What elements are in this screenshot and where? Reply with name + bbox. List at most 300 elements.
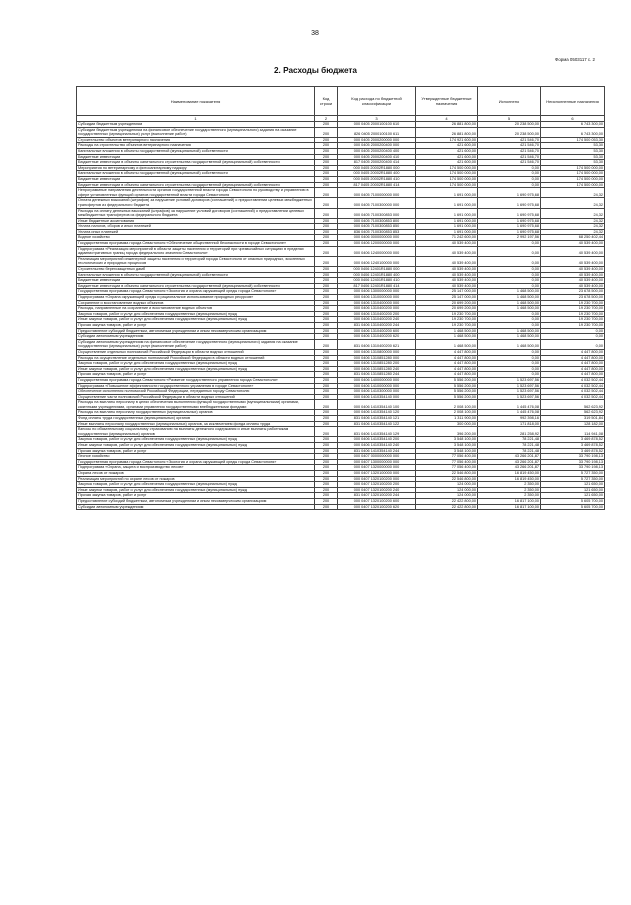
row-approved: 3 548 100,00 — [416, 448, 478, 454]
row-name: Подпрограмма «Охрана окружающей среды и рациональное использование природных ресурсов» — [77, 295, 315, 301]
table-row — [77, 198, 605, 208]
row-class-code: 000 0406 1410354140 120 — [338, 410, 416, 416]
row-approved: 20 699 200,00 — [416, 300, 478, 306]
row-approved: 421 600,00 — [416, 148, 478, 154]
row-class-code: 831 0406 1410354140 129 — [338, 427, 416, 437]
row-approved: 5 556 200,00 — [416, 389, 478, 395]
row-executed: 1 690 975,68 — [478, 208, 541, 218]
row-name: Расходы на строительство объектов ветеринарного назначения — [77, 143, 315, 149]
section-title: 2. Расходы бюджета — [273, 66, 357, 75]
row-executed: 43 266 201,87 — [478, 459, 541, 465]
row-executed: 78 221,48 — [478, 437, 541, 443]
table-row — [77, 127, 605, 137]
row-name: Закупка товаров, работ и услуг для обеспечения государственных (муниципальных) нужд — [77, 311, 315, 317]
row-unexecuted: 33 790 198,13 — [541, 454, 605, 460]
row-line-code: 200 — [315, 154, 338, 160]
row-unexecuted: 3 469 878,52 — [541, 448, 605, 454]
row-unexecuted: 0,00 — [541, 334, 605, 340]
col-number: 1 — [77, 116, 315, 122]
row-class-code: 000 0406 1310851280 200 — [338, 361, 416, 367]
row-executed: 43 266 201,87 — [478, 454, 541, 460]
row-class-code: 000 0405 2000200000 000 — [338, 137, 416, 143]
row-line-code: 200 — [315, 476, 338, 482]
row-line-code: 200 — [315, 160, 338, 166]
row-class-code: 000 0406 1310400200 000 — [338, 306, 416, 312]
row-class-code: 000 0406 12401R1880 000 — [338, 267, 416, 273]
row-line-code: 200 — [315, 498, 338, 504]
row-unexecuted: 40 539 400,00 — [541, 256, 605, 266]
row-approved: 40 539 400,00 — [416, 256, 478, 266]
row-unexecuted: 19 230 700,00 — [541, 306, 605, 312]
col-header-name: Наименование показателя — [77, 87, 315, 116]
row-name: Расходы на выплаты персоналу в целях обеспечения выполнения функций государственными (муниципальными) органами, казенными учреждениями, органами управления государственными внебюджетными фондами — [77, 400, 315, 410]
row-executed: 78 221,48 — [478, 443, 541, 449]
row-name: Государственная программа города Севастополя «Экология и охрана окружающей среды города Севастополя» — [77, 459, 315, 465]
row-executed: 421 546,70 — [478, 148, 541, 154]
row-approved: 174 500 000,00 — [416, 165, 478, 171]
row-executed: 421 546,70 — [478, 143, 541, 149]
row-executed: 1 690 975,68 — [478, 224, 541, 230]
row-line-code: 200 — [315, 334, 338, 340]
row-name: Строительство объектов ветеринарного назначения — [77, 137, 315, 143]
row-class-code: 000 0405 2000200400 410 — [338, 154, 416, 160]
row-line-code: 200 — [315, 127, 338, 137]
row-approved: 1 468 500,00 — [416, 328, 478, 334]
row-name: Иные закупки товаров, работ и услуг для обеспечения государственных (муниципальных) нужд — [77, 443, 315, 449]
row-class-code: 000 0406 1410354140 100 — [338, 400, 416, 410]
row-approved: 22 546 800,00 — [416, 476, 478, 482]
row-line-code: 200 — [315, 328, 338, 334]
row-executed: 421 546,70 — [478, 137, 541, 143]
row-executed: 421 546,70 — [478, 154, 541, 160]
row-class-code: 000 0407 1300000000 000 — [338, 459, 416, 465]
row-line-code: 200 — [315, 278, 338, 284]
row-unexecuted: 4 447 800,00 — [541, 355, 605, 361]
row-class-code: 831 0406 1410354140 244 — [338, 448, 416, 454]
row-name: Иные бюджетные ассигнования — [77, 218, 315, 224]
row-line-code: 200 — [315, 165, 338, 171]
table-row — [77, 208, 605, 218]
row-executed: 1 468 500,00 — [478, 295, 541, 301]
row-unexecuted: 33 790 198,13 — [541, 465, 605, 471]
row-executed: 1 523 697,56 — [478, 394, 541, 400]
row-name: Бюджетные инвестиции в объекты капитального строительства государственной (муниципальной) собственности — [77, 283, 315, 289]
row-unexecuted: 19 230 700,00 — [541, 317, 605, 323]
row-line-code: 200 — [315, 482, 338, 488]
row-executed: 0,00 — [478, 165, 541, 171]
row-executed: 1 523 697,56 — [478, 383, 541, 389]
row-name: Взносы по обязательному социальному страхованию на выплаты денежного содержания и иные выплаты работникам государственных (муниципальных) органов — [77, 427, 315, 437]
row-approved: 5 556 200,00 — [416, 383, 478, 389]
row-executed: 0,00 — [478, 372, 541, 378]
row-executed: 1 468 500,00 — [478, 289, 541, 295]
row-executed: 0,00 — [478, 283, 541, 289]
row-unexecuted: 3 469 878,52 — [541, 437, 605, 443]
row-class-code: 000 0406 1310400200 620 — [338, 334, 416, 340]
row-name: Реализация мероприятий по охране лесов от пожаров — [77, 476, 315, 482]
row-approved: 174 921 600,00 — [416, 137, 478, 143]
row-unexecuted: 40 539 400,00 — [541, 241, 605, 247]
row-line-code: 200 — [315, 306, 338, 312]
row-approved: 1 691 000,00 — [416, 188, 478, 198]
row-class-code: 000 0406 1310400200 600 — [338, 328, 416, 334]
row-name: Государственная программа города Севастополя «Обеспечение общественной безопасности в городе Севастополе» — [77, 241, 315, 247]
row-unexecuted: 4 447 800,00 — [541, 366, 605, 372]
row-unexecuted: 0,00 — [541, 339, 605, 349]
row-class-code: 000 0407 1320100200 600 — [338, 498, 416, 504]
row-name: Сохранение и восстановление водных объектов — [77, 300, 315, 306]
row-approved: 40 539 400,00 — [416, 278, 478, 284]
row-executed: 1 690 975,68 — [478, 218, 541, 224]
row-approved: 5 556 200,00 — [416, 377, 478, 383]
row-name: Охрана лесов от пожаров — [77, 471, 315, 477]
row-executed: 281 258,92 — [478, 427, 541, 437]
row-unexecuted: 121 650,00 — [541, 487, 605, 493]
row-executed: 16 817 100,00 — [478, 504, 541, 510]
row-approved: 77 056 400,00 — [416, 459, 478, 465]
col-header-approved: Утвержденные бюджетные назначения — [416, 87, 478, 116]
row-class-code: 000 0406 1310851280 000 — [338, 355, 416, 361]
row-name: Уплата налогов, сборов и иных платежей — [77, 224, 315, 230]
col-header-unexecuted: Неисполненные назначения — [541, 87, 605, 116]
row-executed: 20 238 500,00 — [478, 122, 541, 128]
row-line-code: 200 — [315, 394, 338, 400]
row-line-code: 200 — [315, 208, 338, 218]
row-executed: 0,00 — [478, 317, 541, 323]
col-number: 6 — [541, 116, 605, 122]
col-number: 5 — [478, 116, 541, 122]
row-name: Обеспечение исполнения полномочий Российской Федерации, переданных городу Севастополю — [77, 389, 315, 395]
row-unexecuted: 5 605 700,00 — [541, 498, 605, 504]
row-unexecuted: 4 447 800,00 — [541, 372, 605, 378]
row-name: Субсидии бюджетным учреждениям на финансовое обеспечение государственного (муниципального) задания на оказание государственных (муниципальных) услуг (выполнение работ) — [77, 127, 315, 137]
row-class-code: 000 0406 1240100000 000 — [338, 256, 416, 266]
row-approved: 124 000,00 — [416, 493, 478, 499]
row-name: Закупка товаров, работ и услуг для обеспечения государственных (муниципальных) нужд — [77, 361, 315, 367]
row-line-code: 200 — [315, 339, 338, 349]
row-class-code: 000 0407 1320100200 620 — [338, 504, 416, 510]
row-name: Иные закупки товаров, работ и услуг для обеспечения государственных (муниципальных) нужд — [77, 366, 315, 372]
row-name: Субсидии автономным учреждениям на финансовое обеспечение государственного (муниципального) задания на оказание государственных (муниципальных) услуг (выполнение работ) — [77, 339, 315, 349]
row-executed: 1 523 697,56 — [478, 377, 541, 383]
row-approved: 4 447 800,00 — [416, 361, 478, 367]
col-header-class-code: Код расхода по бюджетной классификации — [338, 87, 416, 116]
row-executed: 2 350,00 — [478, 493, 541, 499]
row-approved: 40 539 400,00 — [416, 241, 478, 247]
row-line-code: 200 — [315, 143, 338, 149]
row-executed: 421 546,70 — [478, 160, 541, 166]
row-unexecuted: 53,30 — [541, 148, 605, 154]
row-approved: 396 200,00 — [416, 427, 478, 437]
row-approved: 1 311 900,00 — [416, 416, 478, 422]
row-class-code: 000 0405 2000100100 610 — [338, 122, 416, 128]
row-approved: 1 691 000,00 — [416, 198, 478, 208]
row-name: Осуществление части полномочий Российской Федерации в области водных отношений — [77, 394, 315, 400]
row-approved: 421 600,00 — [416, 160, 478, 166]
row-line-code: 200 — [315, 137, 338, 143]
row-class-code: 000 0405 20002R1880 410 — [338, 176, 416, 182]
row-class-code: 000 0405 2000200400 000 — [338, 143, 416, 149]
row-unexecuted: 121 650,00 — [541, 482, 605, 488]
row-unexecuted: 174 500 053,30 — [541, 137, 605, 143]
row-class-code: 000 0406 12401R1880 410 — [338, 278, 416, 284]
row-class-code: 000 0406 1410300000 000 — [338, 389, 416, 395]
row-name: Расходы на оплату денежных взысканий (штрафов) за нарушение условий договоров (соглашений) о предоставлении целевых межбюджетных трансфертов из федерального бюджета — [77, 208, 315, 218]
row-unexecuted: 319 501,84 — [541, 416, 605, 422]
row-executed: 43 266 201,87 — [478, 465, 541, 471]
row-name: Лесное хозяйство — [77, 454, 315, 460]
row-unexecuted: 174 500 000,00 — [541, 171, 605, 177]
row-line-code: 200 — [315, 383, 338, 389]
row-class-code: 000 0406 1200000000 000 — [338, 241, 416, 247]
row-executed: 16 819 450,00 — [478, 471, 541, 477]
row-approved: 300 000,00 — [416, 421, 478, 427]
row-line-code: 200 — [315, 198, 338, 208]
row-class-code: 836 0405 7100300853 853 — [338, 229, 416, 235]
table-row — [77, 400, 605, 410]
row-unexecuted: 174 500 000,00 — [541, 165, 605, 171]
row-class-code: 000 0405 7100300853 850 — [338, 224, 416, 230]
row-executed: 20 238 500,00 — [478, 127, 541, 137]
row-line-code: 200 — [315, 256, 338, 266]
row-unexecuted: 4 032 502,44 — [541, 383, 605, 389]
row-executed: 1 690 975,68 — [478, 229, 541, 235]
row-executed: 0,00 — [478, 171, 541, 177]
row-approved: 1 691 000,00 — [416, 224, 478, 230]
row-approved: 5 556 200,00 — [416, 394, 478, 400]
row-executed: 2 350,00 — [478, 487, 541, 493]
row-line-code: 200 — [315, 218, 338, 224]
row-approved: 421 600,00 — [416, 143, 478, 149]
row-class-code: 831 0406 1310400200 244 — [338, 322, 416, 328]
row-line-code: 200 — [315, 235, 338, 241]
row-line-code: 200 — [315, 317, 338, 323]
page-number: 38 — [311, 30, 319, 37]
row-unexecuted: 23 678 500,00 — [541, 289, 605, 295]
row-class-code: 000 0406 0000000000 000 — [338, 235, 416, 241]
row-line-code: 200 — [315, 471, 338, 477]
row-unexecuted: 24,32 — [541, 229, 605, 235]
row-name: Иные выплаты персоналу государственных (муниципальных) органов, за исключением фонда оплаты труда — [77, 421, 315, 427]
row-approved: 421 600,00 — [416, 154, 478, 160]
row-executed: 1 468 500,00 — [478, 300, 541, 306]
row-line-code: 200 — [315, 400, 338, 410]
row-unexecuted: 0,00 — [541, 328, 605, 334]
row-line-code: 200 — [315, 427, 338, 437]
row-unexecuted: 40 539 400,00 — [541, 278, 605, 284]
row-line-code: 200 — [315, 355, 338, 361]
table-row — [77, 246, 605, 256]
row-name: Расходы на осуществление отдельных полномочий Российской Федерации в области водных отношений — [77, 355, 315, 361]
row-approved: 25 147 000,00 — [416, 289, 478, 295]
row-class-code: 000 0407 1320100200 240 — [338, 487, 416, 493]
row-unexecuted: 4 447 800,00 — [541, 361, 605, 367]
row-approved: 71 242 600,00 — [416, 235, 478, 241]
row-name: Капитальные вложения в объекты государственной (муниципальной) собственности — [77, 148, 315, 154]
row-name: Водное хозяйство — [77, 235, 315, 241]
row-class-code: 000 0406 1410000000 000 — [338, 383, 416, 389]
row-executed: 16 819 450,00 — [478, 476, 541, 482]
row-class-code: 000 0405 20002R1880 400 — [338, 171, 416, 177]
row-unexecuted: 174 500 000,00 — [541, 182, 605, 188]
row-executed: 0,00 — [478, 361, 541, 367]
row-executed: 0,00 — [478, 267, 541, 273]
row-class-code: 000 0407 1320100200 200 — [338, 482, 416, 488]
row-class-code: 000 0406 1300000000 000 — [338, 289, 416, 295]
row-name: Прочая закупка товаров, работ и услуг — [77, 448, 315, 454]
col-header-executed: Исполнено — [478, 87, 541, 116]
row-approved: 20 699 200,00 — [416, 306, 478, 312]
row-unexecuted: 40 539 400,00 — [541, 267, 605, 273]
row-executed: 1 690 975,68 — [478, 198, 541, 208]
row-approved: 124 000,00 — [416, 487, 478, 493]
row-line-code: 200 — [315, 283, 338, 289]
row-line-code: 200 — [315, 272, 338, 278]
row-name: Бюджетные инвестиции — [77, 278, 315, 284]
row-unexecuted: 24,32 — [541, 208, 605, 218]
row-line-code: 200 — [315, 377, 338, 383]
row-unexecuted: 19 230 700,00 — [541, 311, 605, 317]
row-approved: 3 548 100,00 — [416, 437, 478, 443]
row-class-code: 000 0406 1310000000 000 — [338, 295, 416, 301]
row-approved: 2 008 100,00 — [416, 400, 478, 410]
row-name: Осуществление отдельных полномочий Российской Федерации в области водных отношений — [77, 349, 315, 355]
row-class-code: 831 0407 1320100200 244 — [338, 493, 416, 499]
row-approved: 25 147 000,00 — [416, 295, 478, 301]
form-label: Форма 0503117 с. 2 — [555, 57, 595, 62]
row-unexecuted: 40 539 400,00 — [541, 272, 605, 278]
row-executed: 1 523 697,56 — [478, 389, 541, 395]
row-class-code: 831 0406 1410354140 121 — [338, 416, 416, 422]
row-line-code: 200 — [315, 493, 338, 499]
row-class-code: 831 0406 1410354140 122 — [338, 421, 416, 427]
row-approved: 1 691 000,00 — [416, 208, 478, 218]
row-name: Прочая закупка товаров, работ и услуг — [77, 493, 315, 499]
row-approved: 19 230 700,00 — [416, 322, 478, 328]
row-unexecuted: 3 469 878,52 — [541, 443, 605, 449]
row-approved: 26 881 800,00 — [416, 122, 478, 128]
row-name: Подпрограмма «Повышение эффективности государственного управления в городе Севастополе» — [77, 383, 315, 389]
row-approved: 77 056 400,00 — [416, 465, 478, 471]
row-approved: 124 000,00 — [416, 482, 478, 488]
row-executed: 2 350,00 — [478, 482, 541, 488]
row-line-code: 200 — [315, 421, 338, 427]
row-unexecuted: 5 605 700,00 — [541, 504, 605, 510]
row-line-code: 200 — [315, 122, 338, 128]
row-approved: 174 500 000,00 — [416, 176, 478, 182]
row-line-code: 200 — [315, 229, 338, 235]
table-row — [77, 504, 605, 510]
row-approved: 4 447 800,00 — [416, 372, 478, 378]
row-approved: 2 008 100,00 — [416, 410, 478, 416]
row-unexecuted: 53,30 — [541, 154, 605, 160]
row-unexecuted: 128 182,00 — [541, 421, 605, 427]
row-name: Расходы на выплаты персоналу государственных (муниципальных) органов — [77, 410, 315, 416]
row-line-code: 200 — [315, 504, 338, 510]
row-class-code: 831 0406 1310400200 621 — [338, 339, 416, 349]
row-unexecuted: 68 250 402,44 — [541, 235, 605, 241]
row-line-code: 200 — [315, 448, 338, 454]
row-unexecuted: 24,32 — [541, 188, 605, 198]
row-line-code: 200 — [315, 372, 338, 378]
row-class-code: 000 0406 1410354140 000 — [338, 394, 416, 400]
row-line-code: 200 — [315, 454, 338, 460]
row-class-code: 826 0405 2000100100 611 — [338, 127, 416, 137]
row-line-code: 200 — [315, 437, 338, 443]
row-executed: 992 398,16 — [478, 416, 541, 422]
table-body — [77, 122, 605, 510]
row-executed: 171 818,00 — [478, 421, 541, 427]
row-line-code: 200 — [315, 246, 338, 256]
row-approved: 22 422 800,00 — [416, 504, 478, 510]
row-name: Государственная программа города Севастополя «Развитие государственного управления города Севастополя» — [77, 377, 315, 383]
row-line-code: 200 — [315, 289, 338, 295]
row-executed: 0,00 — [478, 246, 541, 256]
row-executed: 1 445 476,08 — [478, 410, 541, 416]
row-name: Прочая закупка товаров, работ и услуг — [77, 372, 315, 378]
row-unexecuted: 4 032 502,44 — [541, 377, 605, 383]
row-class-code: 000 0406 12401R1880 400 — [338, 272, 416, 278]
row-name: Закупка товаров, работ и услуг для обеспечения государственных (муниципальных) нужд — [77, 437, 315, 443]
row-line-code: 200 — [315, 389, 338, 395]
row-executed: 0,00 — [478, 366, 541, 372]
row-name: Иные закупки товаров, работ и услуг для обеспечения государственных (муниципальных) нужд — [77, 487, 315, 493]
row-executed: 1 468 500,00 — [478, 339, 541, 349]
row-unexecuted: 33 790 198,13 — [541, 459, 605, 465]
row-class-code: 000 0406 1310400200 200 — [338, 311, 416, 317]
row-name: Прочая закупка товаров, работ и услуг — [77, 322, 315, 328]
row-class-code: 000 0406 1310400200 240 — [338, 317, 416, 323]
row-approved: 19 230 700,00 — [416, 311, 478, 317]
row-executed: 2 992 197,56 — [478, 235, 541, 241]
row-unexecuted: 562 623,92 — [541, 400, 605, 410]
row-class-code: 000 0406 1310851280 240 — [338, 366, 416, 372]
row-name: Подпрограмма «Реализация мероприятий в области защиты населения и территорий при чрезвычайных ситуациях в пределах административных границ города федерального значения Севастополя» — [77, 246, 315, 256]
row-class-code: 000 0406 1410354140 200 — [338, 437, 416, 443]
row-name: Капитальные вложения в объекты государственной (муниципальной) собственности — [77, 171, 315, 177]
row-class-code: 831 0406 1310851280 244 — [338, 372, 416, 378]
row-name: Расходы, направленные на сохранение и восстановление водных объектов — [77, 306, 315, 312]
row-executed: 0,00 — [478, 272, 541, 278]
row-class-code: 000 0405 7100300000 000 — [338, 198, 416, 208]
row-class-code: 000 0405 7100300853 800 — [338, 218, 416, 224]
row-line-code: 200 — [315, 366, 338, 372]
row-line-code: 200 — [315, 171, 338, 177]
row-class-code: 000 0407 1320000000 000 — [338, 465, 416, 471]
row-unexecuted: 4 032 502,44 — [541, 389, 605, 395]
row-approved: 1 468 500,00 — [416, 339, 478, 349]
col-number: 3 — [338, 116, 416, 122]
row-name: Непрограммные направления деятельности органов государственной власти города Севастополя по руководству и управлению в сфере установленных функций органов государственной власти города Севастополя — [77, 188, 315, 198]
row-line-code: 200 — [315, 241, 338, 247]
row-name: Фонд оплаты труда государственных (муниципальных) органов — [77, 416, 315, 422]
row-approved: 1 468 500,00 — [416, 334, 478, 340]
row-name: Подпрограмма «Охрана, защита и воспроизводство лесов» — [77, 465, 315, 471]
row-class-code: 817 0405 2000200400 414 — [338, 160, 416, 166]
row-name: Мероприятия по ветеринарному и фитосанитарному надзору — [77, 165, 315, 171]
row-name: Субсидии автономным учреждениям — [77, 334, 315, 340]
row-class-code: 000 0405 2000200400 400 — [338, 148, 416, 154]
row-class-code: 817 0406 12401R1880 414 — [338, 283, 416, 289]
row-name: Бюджетные инвестиции — [77, 176, 315, 182]
row-name: Субсидии бюджетным учреждениям — [77, 122, 315, 128]
row-approved: 40 539 400,00 — [416, 246, 478, 256]
row-unexecuted: 174 500 000,00 — [541, 176, 605, 182]
row-executed: 0,00 — [478, 182, 541, 188]
row-name: Закупка товаров, работ и услуг для обеспечения государственных (муниципальных) нужд — [77, 482, 315, 488]
row-class-code: 000 0407 1320100200 000 — [338, 476, 416, 482]
row-approved: 4 447 800,00 — [416, 355, 478, 361]
